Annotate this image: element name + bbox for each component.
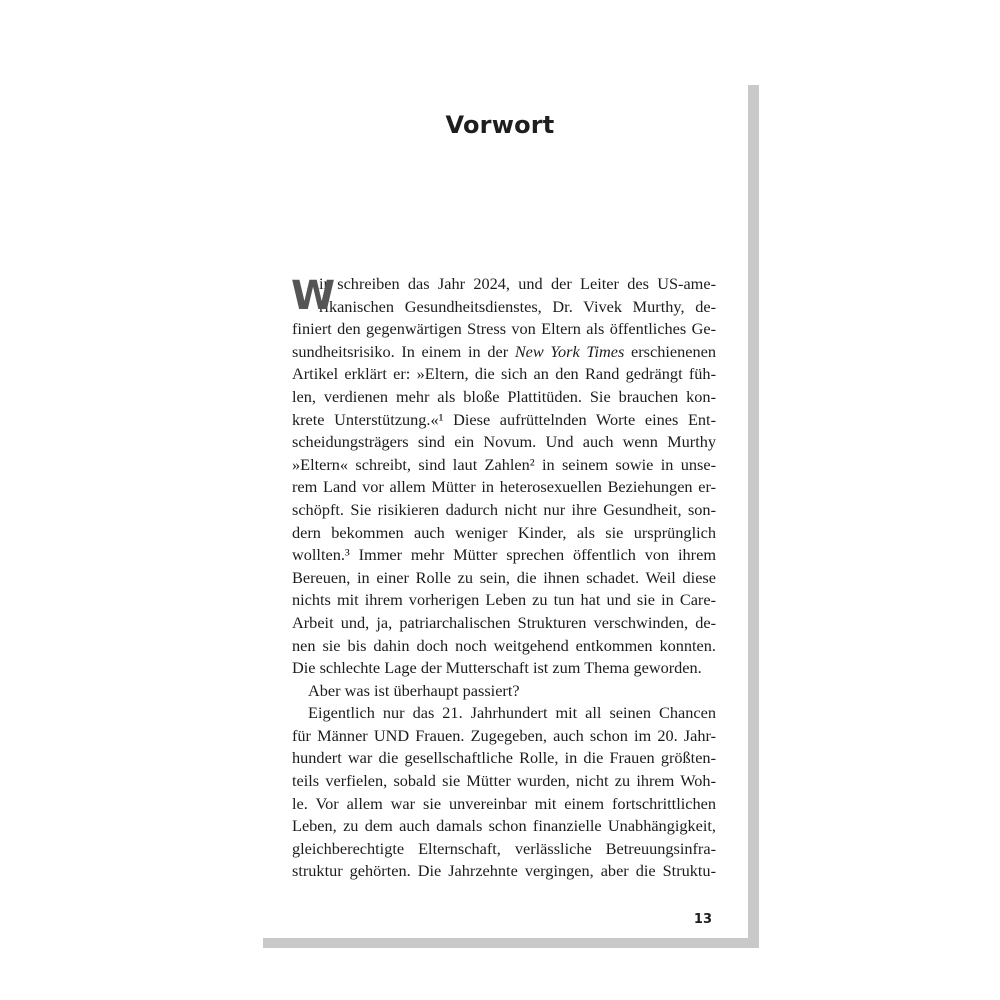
book-page [252,75,748,938]
text-line: finiert den gegenwärtigen Stress von Eltern als öffentliches Ge- [292,319,716,339]
text-line: für Männer UND Frauen. Zugegeben, auch schon im 20. Jahr- [292,725,716,745]
text-line: Leben, zu dem auch damals schon finanzielle Unabhängigkeit, [292,816,716,836]
text-line: sundheitsrisiko. In einem in der New York Times erschienenen [292,341,717,361]
drop-cap: W [291,273,336,319]
text-line: nen sie bis dahin doch noch weitgehend entkommen konnten. [292,635,716,655]
text-line: krete Unterstützung.«¹ Diese aufrüttelnden Worte eines Ent- [292,409,716,429]
text-line: le. Vor allem war sie unvereinbar mit einem fortschrittlichen [292,793,716,813]
text-line: Aber was ist überhaupt passiert? [308,680,520,700]
text-line: len, verdienen mehr als bloße Plattitüden. Sie brauchen kon- [292,386,716,406]
text-line: hundert war die gesellschaftliche Rolle, in die Frauen größten- [292,748,716,768]
text-line: teils verfielen, sobald sie Mütter wurden, nicht zu ihrem Woh- [292,771,716,791]
text-line: struktur gehörten. Die Jahrzehnte vergingen, aber die Struktu- [292,861,716,881]
text-line: schöpft. Sie risikieren dadurch nicht nur ihre Gesundheit, son- [292,499,716,519]
text-line: Artikel erklärt er: »Eltern, die sich an den Rand gedrängt füh- [292,364,716,384]
text-line: Arbeit und, ja, patriarchalischen Strukturen verschwinden, de- [292,612,716,632]
text-line: Eigentlich nur das 21. Jahrhundert mit all seinen Chancen [308,703,716,723]
text-line: gleichberechtigte Elternschaft, verlässliche Betreuungsinfra- [292,838,716,858]
text-line: ir schreiben das Jahr 2024, und der Leiter des US-ame- [319,274,716,293]
text-line: rikanischen Gesundheitsdienstes, Dr. Vivek Murthy, de- [319,296,716,316]
text-line: rem Land vor allem Mütter in heterosexuellen Beziehungen er- [292,477,716,497]
text-line: Die schlechte Lage der Mutterschaft ist zum Thema geworden. [292,658,702,678]
page-number: 13 [693,912,712,927]
text-line: Bereuen, in einer Rolle zu sein, die ihnen schadet. Weil diese [292,567,716,587]
text-line: »Eltern« schreibt, sind laut Zahlen² in seinem sowie in unse- [292,454,716,474]
text-line: dern bekommen auch weniger Kinder, als sie ursprünglich [292,522,716,542]
text-line: scheidungsträgers sind ein Novum. Und auch wenn Murthy [292,432,716,452]
text-line: wollten.³ Immer mehr Mütter sprechen öffentlich von ihrem [292,545,716,565]
body-text [292,273,716,883]
text-line: nichts mit ihrem vorherigen Leben zu tun hat und sie in Care- [292,590,716,610]
chapter-title: Vorwort [445,111,555,139]
